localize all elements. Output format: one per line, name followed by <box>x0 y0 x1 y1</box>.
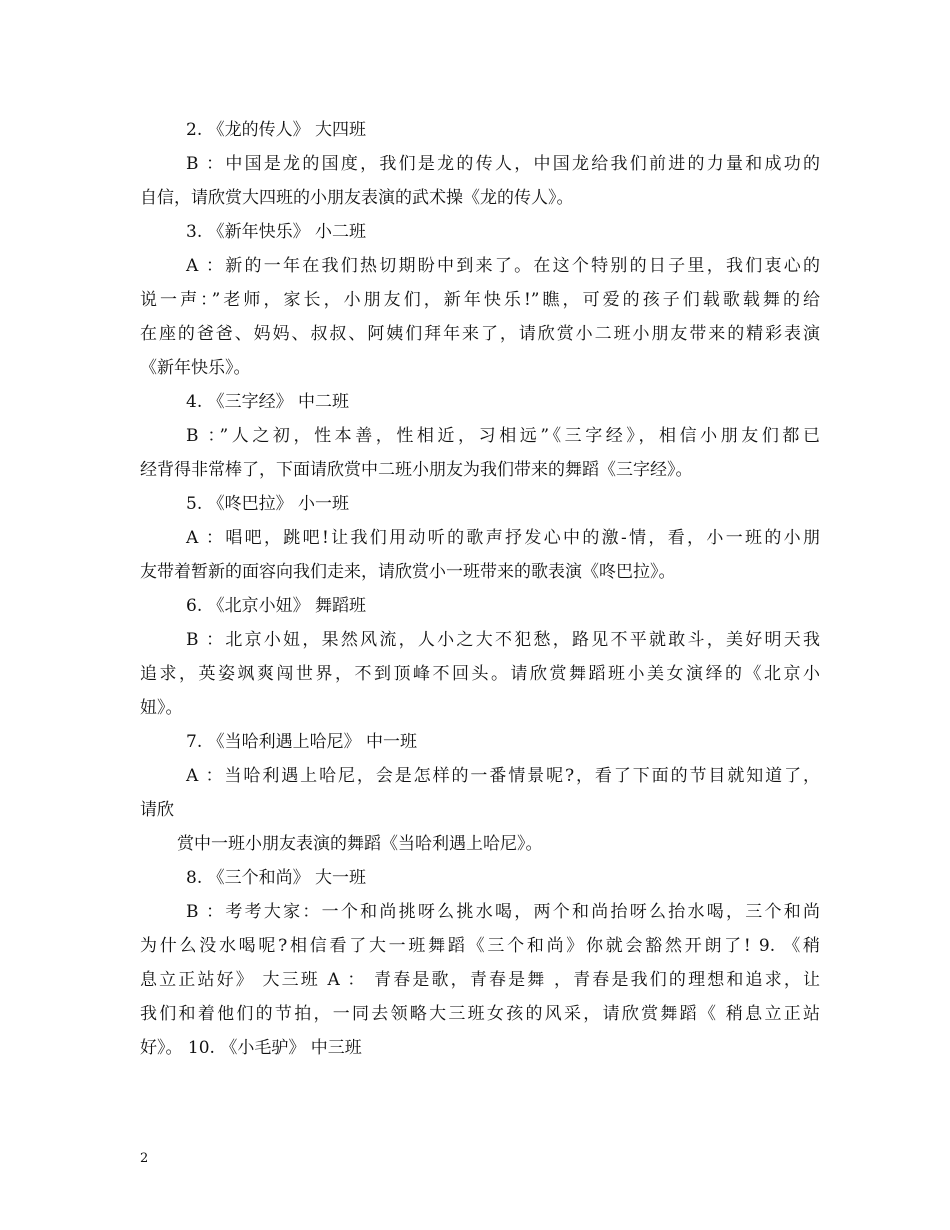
body-text-line: 追求，英姿飒爽闯世界，不到顶峰不回头。请欣赏舞蹈班小美女演绎的《北京小 <box>140 664 820 684</box>
body-text-line: 自信，请欣赏大四班的小朋友表演的武术操《龙的传人》。 <box>140 188 574 208</box>
host-line: A ：新的一年在我们热切期盼中到来了。在这个特别的日子里，我们衷心的 <box>186 256 820 276</box>
body-text-line: 友带着暂新的面容向我们走来，请欣赏小一班带来的歌表演《咚巴拉》。 <box>140 562 676 582</box>
body-text-line: 好》。 10. 《小毛驴》 中三班 <box>140 1038 362 1058</box>
host-line: A ：唱吧，跳吧!让我们用动听的歌声抒发心中的激-情，看，小一班的小朋 <box>186 528 820 548</box>
program-item-heading: 6. 《北京小妞》 舞蹈班 <box>186 596 367 616</box>
body-text-line: 在座的爸爸、妈妈、叔叔、阿姨们拜年来了，请欣赏小二班小朋友带来的精彩表演 <box>140 324 820 344</box>
body-text-line: 说一声：”老师，家长，小朋友们，新年快乐!”瞧，可爱的孩子们载歌载舞的给 <box>140 290 820 310</box>
host-line: A ：当哈利遇上哈尼，会是怎样的一番情景呢?，看了下面的节目就知道了， <box>186 766 820 786</box>
body-text-line: 为什么没水喝呢?相信看了大一班舞蹈《三个和尚》你就会豁然开朗了! 9. 《稍 <box>140 936 820 956</box>
body-text-line: 经背得非常棒了，下面请欣赏中二班小朋友为我们带来的舞蹈《三字经》。 <box>140 460 693 480</box>
program-item-heading: 4. 《三字经》 中二班 <box>186 392 350 412</box>
body-text-line: 息立正站好》 大三班 A ： 青春是歌，青春是舞 ，青春是我们的理想和追求，让 <box>140 970 820 990</box>
body-text-line: 我们和着他们的节拍，一同去领略大三班女孩的风采，请欣赏舞蹈《 稍息立正站 <box>140 1004 820 1024</box>
host-line: B ：中国是龙的国度，我们是龙的传人，中国龙给我们前进的力量和成功的 <box>186 154 820 174</box>
host-line: B ：”人之初，性本善，性相近，习相远”《三字经》，相信小朋友们都已 <box>186 426 820 446</box>
host-line: B ：北京小妞，果然风流，人小之大不犯愁，路见不平就敢斗，美好明天我 <box>186 630 820 650</box>
program-item-heading: 3. 《新年快乐》 小二班 <box>186 222 367 242</box>
body-text-line: 妞》。 <box>140 698 183 718</box>
body-text-line: 赏中一班小朋友表演的舞蹈《当哈利遇上哈尼》。 <box>177 834 543 854</box>
body-text-line: 《新年快乐》。 <box>140 358 251 378</box>
body-text-line: 请欣 <box>140 800 174 820</box>
program-item-heading: 5. 《咚巴拉》 小一班 <box>186 494 350 514</box>
page-number: 2 <box>140 1151 149 1166</box>
program-item-heading: 2. 《龙的传人》 大四班 <box>186 120 367 140</box>
program-item-heading: 8. 《三个和尚》 大一班 <box>186 868 367 888</box>
program-item-heading: 7. 《当哈利遇上哈尼》 中一班 <box>186 732 418 752</box>
host-line: B ：考考大家：一个和尚挑呀么挑水喝，两个和尚抬呀么抬水喝，三个和尚 <box>186 902 820 922</box>
